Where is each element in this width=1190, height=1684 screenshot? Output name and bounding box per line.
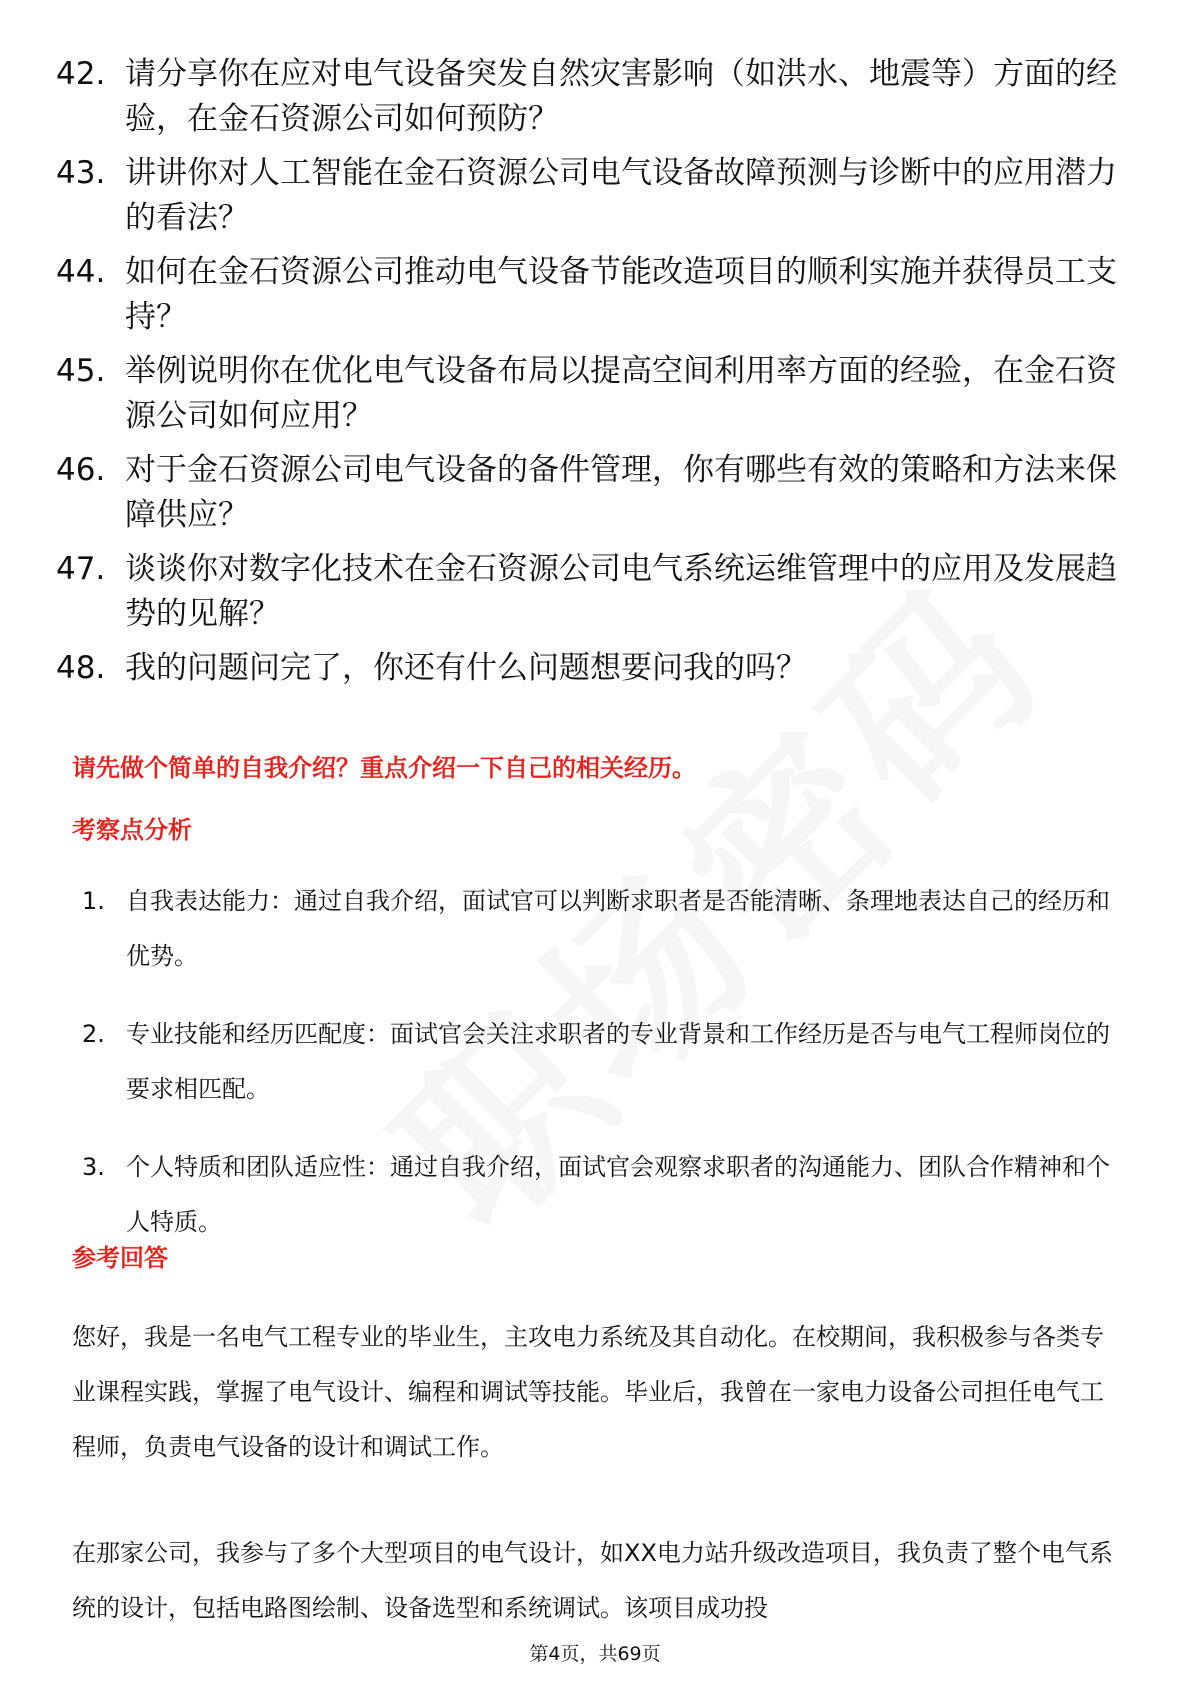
question-list: [56, 52, 1136, 700]
question-number: 45.: [56, 353, 106, 389]
question-text: 对于金石资源公司电气设备的备件管理，你有哪些有效的策略和方法来保障供应？: [125, 452, 1117, 533]
analysis-number: 3.: [82, 1153, 105, 1181]
analysis-item: [82, 1007, 1122, 1117]
analysis-number: 2.: [82, 1020, 105, 1048]
analysis-text: 专业技能和经历匹配度：面试官会关注求职者的专业背景和工作经历是否与电气工程师岗位的要求相匹配。: [126, 1020, 1110, 1103]
question-item: [56, 349, 1136, 439]
question-item: [56, 151, 1136, 241]
question-number: 42.: [56, 56, 106, 92]
analysis-heading: 考察点分析: [72, 816, 192, 844]
analysis-text: 个人特质和团队适应性：通过自我介绍，面试官会观察求职者的沟通能力、团队合作精神和个人特质。: [126, 1153, 1110, 1236]
answer-paragraph: 在那家公司，我参与了多个大型项目的电气设计，如XX电力站升级改造项目，我负责了整个电气系统的设计，包括电路图绘制、设备选型和系统调试。该项目成功投: [72, 1539, 1113, 1622]
analysis-list: [82, 874, 1122, 1273]
page-footer: 第4页，共69页: [529, 1643, 661, 1665]
question-item: [56, 547, 1136, 637]
question-item: [56, 52, 1136, 142]
question-number: 43.: [56, 155, 106, 191]
question-text: 我的问题问完了，你还有什么问题想要问我的吗？: [125, 650, 807, 686]
analysis-item: [82, 874, 1122, 984]
question-number: 46.: [56, 452, 106, 488]
analysis-number: 1.: [82, 887, 105, 915]
question-item: [56, 448, 1136, 538]
analysis-text: 自我表达能力：通过自我介绍，面试官可以判断求职者是否能清晰、条理地表达自己的经历和优势。: [126, 887, 1110, 970]
question-number: 47.: [56, 551, 106, 587]
analysis-item: [82, 1140, 1122, 1250]
answer-heading: 参考回答: [72, 1244, 168, 1272]
question-number: 44.: [56, 254, 106, 290]
answer-paragraph: 您好，我是一名电气工程专业的毕业生，主攻电力系统及其自动化。在校期间，我积极参与各类专业课程实践，掌握了电气设计、编程和调试等技能。毕业后，我曾在一家电力设备公司担任电气工程师，负责电气设备的设计和调试工作。: [72, 1323, 1104, 1461]
question-number: 48.: [56, 650, 106, 686]
question-text: 请分享你在应对电气设备突发自然灾害影响（如洪水、地震等）方面的经验，在金石资源公司如何预防？: [125, 56, 1117, 137]
question-text: 举例说明你在优化电气设备布局以提高空间利用率方面的经验，在金石资源公司如何应用？: [125, 353, 1117, 434]
section-title: 请先做个简单的自我介绍？重点介绍一下自己的相关经历。: [72, 754, 696, 782]
question-item: [56, 250, 1136, 340]
question-text: 如何在金石资源公司推动电气设备节能改造项目的顺利实施并获得员工支持？: [125, 254, 1117, 335]
question-text: 讲讲你对人工智能在金石资源公司电气设备故障预测与诊断中的应用潜力的看法？: [125, 155, 1117, 236]
question-text: 谈谈你对数字化技术在金石资源公司电气系统运维管理中的应用及发展趋势的见解？: [125, 551, 1117, 632]
question-item: [56, 646, 1136, 691]
